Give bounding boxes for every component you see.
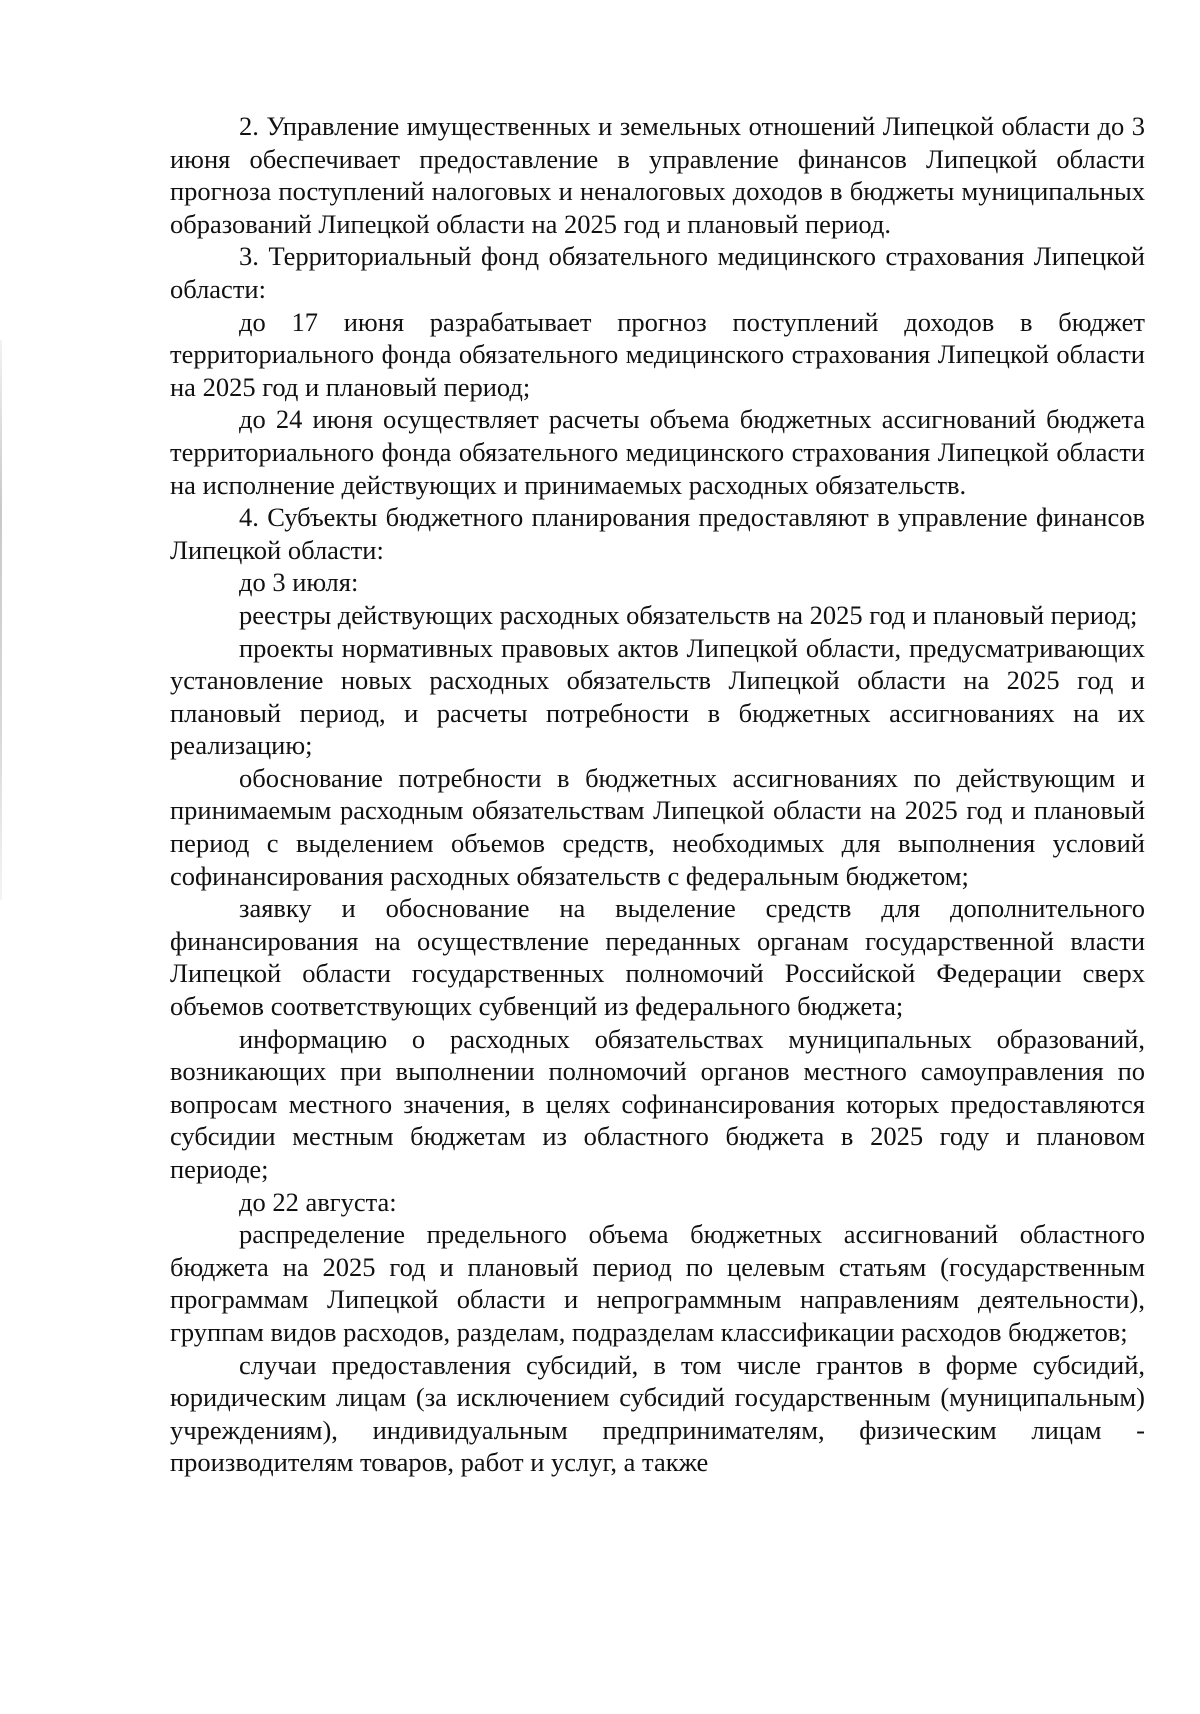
deadline-heading-july: до 3 июля:	[239, 567, 359, 598]
paragraph-3-item-1: до 17 июня разрабатывает прогноз поступлений доходов в бюджет территориального фонда обязательного медицинского страхования Липецкой области на 2025 год и плановый период;	[170, 306, 1145, 402]
paragraph-4: 4. Субъекты бюджетного планирования предоставляют в управление финансов Липецкой области:	[170, 502, 1145, 565]
paragraph-4-item-7: случаи предоставления субсидий, в том числе грантов в форме субсидий, юридическим лицам (за исключением субсидий государственным (муниципальным) учреждениям), индивидуальным предпринимателям, физическим лицам - производителям товаров, работ и услуг, а также	[170, 1349, 1145, 1478]
paragraph-3: 3. Территориальный фонд обязательного медицинского страхования Липецкой области:	[170, 241, 1145, 304]
document-body	[170, 110, 1145, 1479]
paragraph-4-item-2: проекты нормативных правовых актов Липецкой области, предусматривающих установление новых расходных обязательств Липецкой области на 2025 год и плановый период, и расчеты потребности в бюджетных ассигнованиях на их реализацию;	[170, 632, 1145, 761]
scan-edge-shadow	[0, 340, 2, 900]
paragraph-4-item-4: заявку и обоснование на выделение средств для дополнительного финансирования на осуществление переданных органам государственной власти Липецкой области государственных полномочий Российской Федерации сверх объемов соответствующих субвенций из федерального бюджета;	[170, 893, 1145, 1022]
paragraph-2: 2. Управление имущественных и земельных отношений Липецкой области до 3 июня обеспечивает предоставление в управление финансов Липецкой области прогноза поступлений налоговых и неналоговых доходов в бюджеты муниципальных образований Липецкой области на 2025 год и плановый период.	[170, 111, 1145, 239]
paragraph-4-item-5: информацию о расходных обязательствах муниципальных образований, возникающих при выполнении полномочий органов местного самоуправления по вопросам местного значения, в целях софинансирования которых предоставляются субсидии местным бюджетам из областного бюджета в 2025 году и плановом периоде;	[170, 1023, 1145, 1184]
paragraph-4-item-6: распределение предельного объема бюджетных ассигнований областного бюджета на 2025 год и плановый период по целевым статьям (государственным программам Липецкой области и непрограммным направлениям деятельности), группам видов расходов, разделам, подразделам классификации расходов бюджетов;	[170, 1219, 1145, 1347]
paragraph-4-item-1: реестры действующих расходных обязательств на 2025 год и плановый период;	[239, 599, 1138, 630]
paragraph-3-item-2: до 24 июня осуществляет расчеты объема бюджетных ассигнований бюджета территориального фонда обязательного медицинского страхования Липецкой области на исполнение действующих и принимаемых расходных обязательств.	[170, 404, 1145, 500]
deadline-heading-august: до 22 августа:	[239, 1186, 397, 1217]
paragraph-4-item-3: обоснование потребности в бюджетных ассигнованиях по действующим и принимаемым расходным обязательствам Липецкой области на 2025 год и плановый период с выделением объемов средств, необходимых для выполнения условий софинансирования расходных обязательств с федеральным бюджетом;	[170, 762, 1145, 891]
